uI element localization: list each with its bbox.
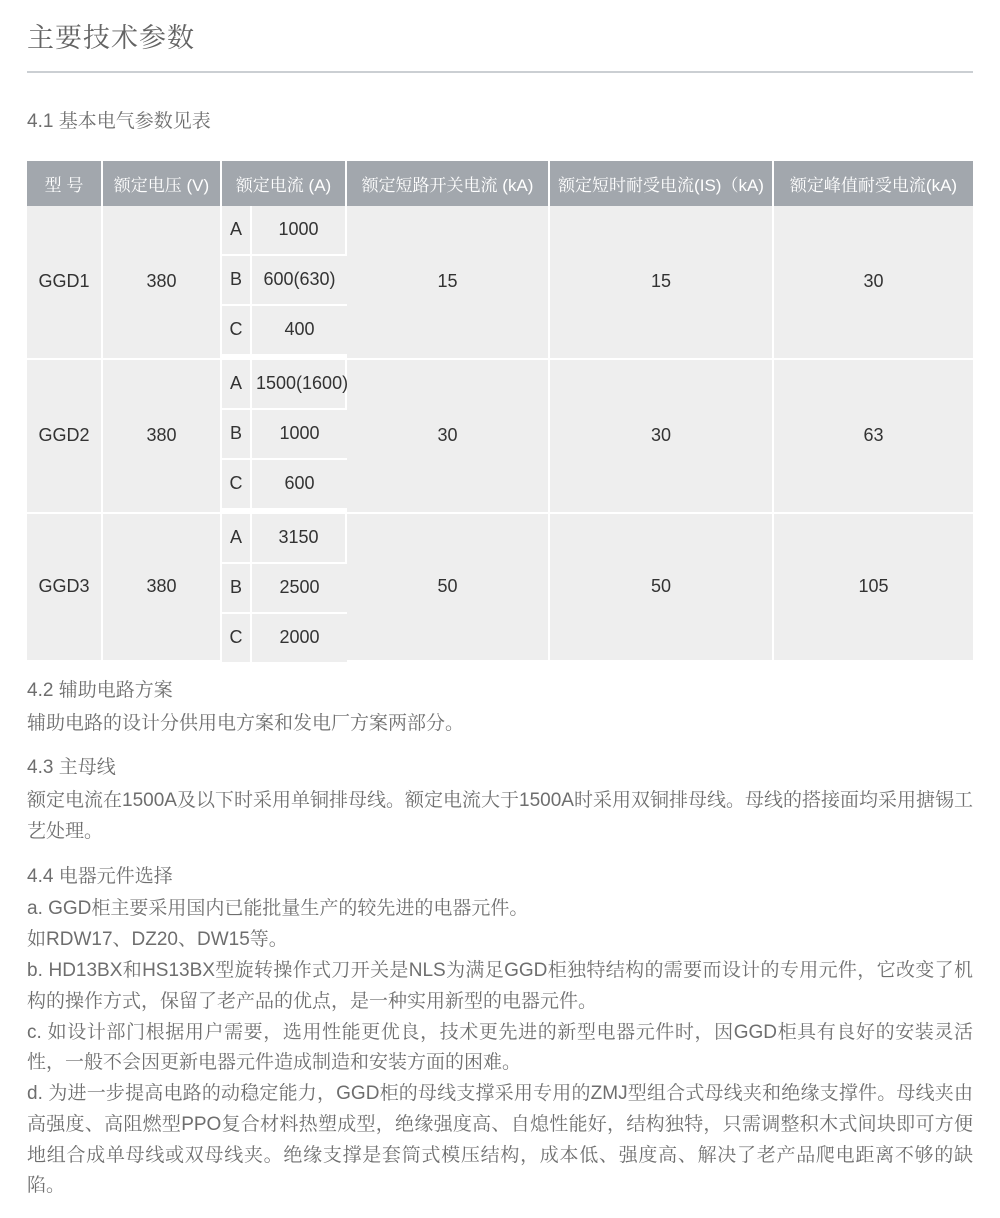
cell-current-value: 1000 — [252, 206, 347, 256]
section-4-2-heading: 4.2 辅助电路方案 — [27, 679, 173, 701]
section-4-1-heading: 4.1 基本电气参数见表 — [27, 111, 211, 133]
column-header-peak-withstand-current: 额定峰值耐受电流(kA) — [774, 161, 973, 206]
column-header-model: 型 号 — [27, 161, 103, 206]
cell-short-time-withstand-current: 50 — [550, 514, 774, 662]
section-4-4-item-a-continued: 如RDW17、DZ20、DW15等。 — [27, 929, 288, 951]
cell-rated-voltage: 380 — [103, 514, 222, 662]
spec-table-body — [27, 206, 973, 662]
cell-peak-withstand-current: 105 — [774, 514, 973, 662]
title-block — [0, 0, 1000, 54]
cell-current-phase: C — [222, 460, 252, 514]
cell-current-phase: B — [222, 564, 252, 614]
table-header-row — [27, 161, 973, 206]
section-4-4-item-b: b. HD13BX和HS13BX型旋转操作式刀开关是NLS为满足GGD柜独特结构的需要而设计的专用元件，它改变了机构的操作方式，保留了老产品的优点，是一种实用新型的电器元件。 — [27, 960, 973, 1012]
spec-table — [27, 161, 973, 662]
cell-current-phase: B — [222, 410, 252, 460]
cell-current-value: 600(630) — [252, 256, 347, 306]
table-row — [27, 514, 973, 564]
cell-current-phase: B — [222, 256, 252, 306]
cell-current-value: 3150 — [252, 514, 347, 564]
cell-short-circuit-switching-current: 50 — [347, 514, 550, 662]
spec-table-head — [27, 161, 973, 206]
section-4-4-heading: 4.4 电器元件选择 — [27, 865, 173, 887]
table-row — [27, 206, 973, 256]
section-4-2-block — [0, 676, 1000, 740]
cell-model: GGD3 — [27, 514, 103, 662]
section-4-4-item-d: d. 为进一步提高电路的动稳定能力，GGD柜的母线支撑采用专用的ZMJ型组合式母线夹和绝缘支撑件。母线夹由高强度、高阻燃型PPO复合材料热塑成型，绝缘强度高、自熄性能好，结构独特，只需调整积木式间块即可方便地组合成单母线或双母线夹。绝缘支撑是套筒式模压结构，成本低、强度高、解决了老产品爬电距离不够的缺陷。 — [27, 1083, 973, 1197]
section-4-4-block — [0, 862, 1000, 1202]
cell-model: GGD1 — [27, 206, 103, 360]
column-header-rated-current: 额定电流 (A) — [222, 161, 347, 206]
cell-current-value: 1500(1600) — [252, 360, 347, 410]
column-header-short-time-withstand-current: 额定短时耐受电流(IS)（kA) — [550, 161, 774, 206]
cell-short-circuit-switching-current: 30 — [347, 360, 550, 514]
cell-rated-voltage: 380 — [103, 206, 222, 360]
cell-model: GGD2 — [27, 360, 103, 514]
page-title: 主要技术参数 — [27, 23, 195, 53]
cell-current-value: 2500 — [252, 564, 347, 614]
section-4-3-heading: 4.3 主母线 — [27, 757, 116, 779]
cell-current-phase: A — [222, 514, 252, 564]
cell-current-value: 2000 — [252, 614, 347, 662]
cell-current-phase: A — [222, 206, 252, 256]
cell-peak-withstand-current: 30 — [774, 206, 973, 360]
cell-current-phase: C — [222, 614, 252, 662]
column-header-rated-voltage: 额定电压 (V) — [103, 161, 222, 206]
section-4-3-block — [0, 753, 1000, 847]
table-row — [27, 360, 973, 410]
column-header-short-circuit-switching-current: 额定短路开关电流 (kA) — [347, 161, 550, 206]
cell-short-circuit-switching-current: 15 — [347, 206, 550, 360]
cell-current-value: 600 — [252, 460, 347, 514]
section-4-4-item-c: c. 如设计部门根据用户需要，选用性能更优良，技术更先进的新型电器元件时，因GGD柜具有良好的安装灵活性，一般不会因更新电器元件造成制造和安装方面的困难。 — [27, 1021, 973, 1074]
cell-rated-voltage: 380 — [103, 360, 222, 514]
cell-short-time-withstand-current: 30 — [550, 360, 774, 514]
cell-current-phase: C — [222, 306, 252, 360]
cell-current-value: 400 — [252, 306, 347, 360]
section-4-3-body: 额定电流在1500A及以下时采用单铜排母线。额定电流大于1500A时采用双铜排母线。母线的搭接面均采用搪锡工艺处理。 — [27, 790, 973, 842]
cell-short-time-withstand-current: 15 — [550, 206, 774, 360]
section-4-4-item-a: a. GGD柜主要采用国内已能批量生产的较先进的电器元件。 — [27, 898, 529, 920]
cell-current-value: 1000 — [252, 410, 347, 460]
cell-peak-withstand-current: 63 — [774, 360, 973, 514]
cell-current-phase: A — [222, 360, 252, 410]
section-4-1-block — [0, 73, 1000, 137]
section-4-2-body: 辅助电路的设计分供用电方案和发电厂方案两部分。 — [27, 712, 465, 734]
spec-table-wrapper — [27, 161, 973, 662]
